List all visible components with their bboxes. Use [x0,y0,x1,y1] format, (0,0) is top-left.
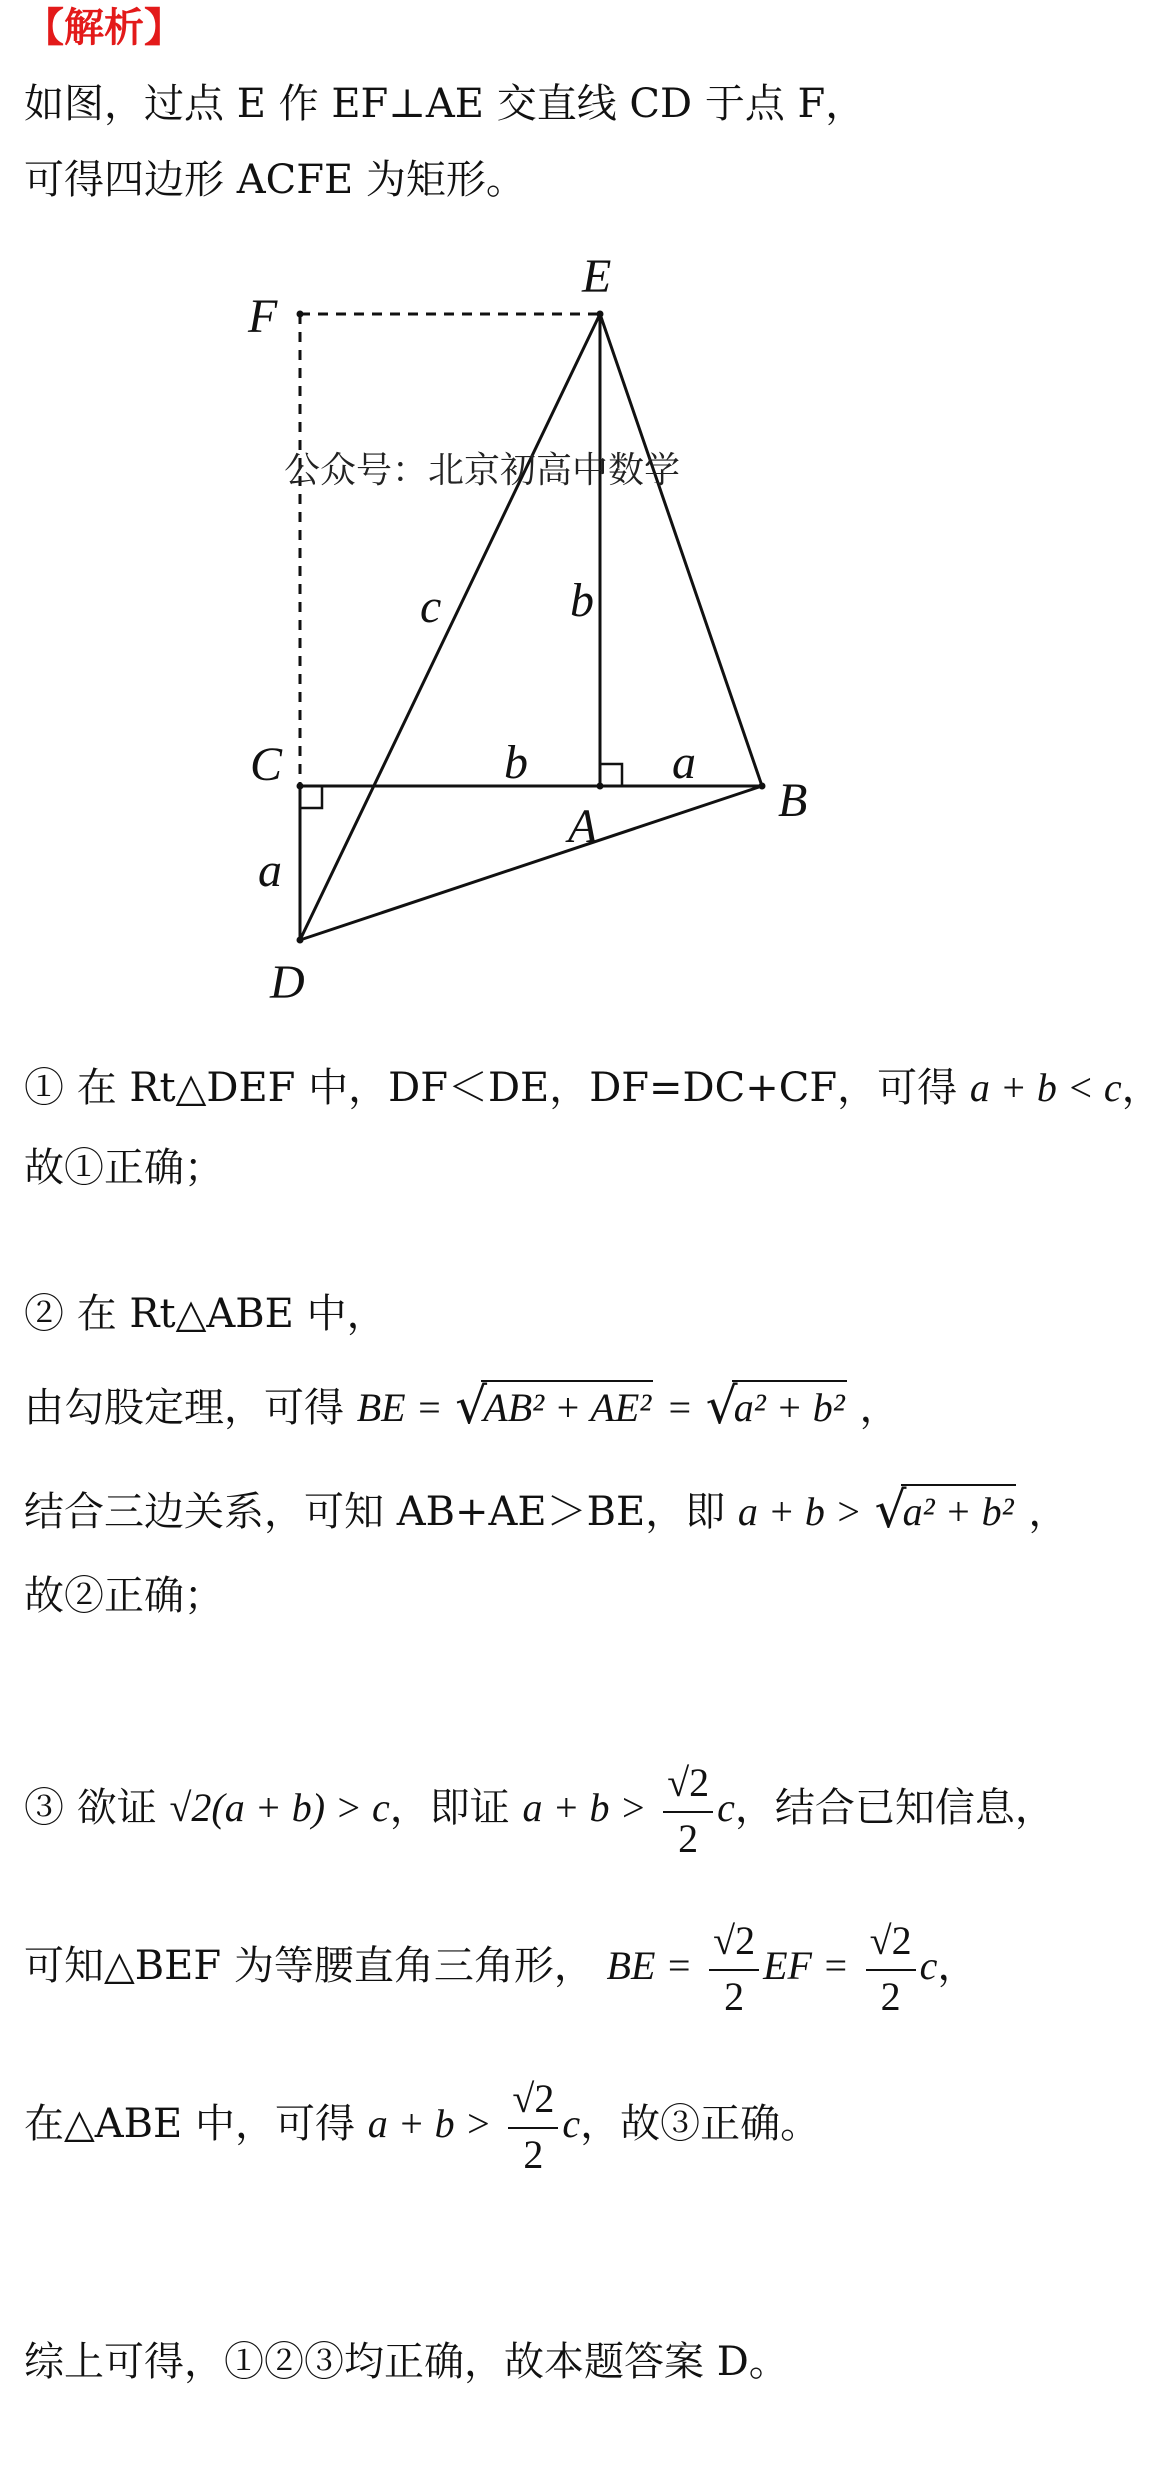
part3-line1-b: ，即证 [389,1785,510,1831]
frac-numerator: √2 [709,1915,759,1971]
label-c-side: c [420,580,442,633]
label-E: E [582,250,612,303]
part3-line3-a: 在△ABE 中，可得 [24,2101,355,2147]
point-B [759,783,766,790]
part2-line-2 [24,1377,900,1436]
label-a-horizontal: a [672,736,696,789]
frac-var-c: c [919,1943,938,1988]
part3-sqrt2-ineq: √2(a + b) > c [169,1785,390,1830]
part3-line1-a: ③ 欲证 [24,1785,157,1831]
part2-be-eq: BE = [356,1385,443,1430]
part1-inequality: a + b < c [969,1065,1122,1110]
label-a-vertical: a [258,844,282,897]
part3-line3-ineq: a + b > [367,2101,492,2146]
intro-line-1: 如图，过点 E 作 EF⊥AE 交直线 CD 于点 F， [24,81,866,127]
frac-root2-over-2 [663,1757,713,1865]
label-A: A [568,800,598,853]
part2-line3-text: 结合三边关系，可知 AB+AE＞BE，即 [24,1489,726,1535]
part3-line-3 [24,2064,820,2184]
segment-EB [600,314,762,786]
label-b-horizontal: b [504,736,528,789]
sqrt-a2-b2-second: √ a² + b² [874,1481,1014,1539]
frac-denominator: 2 [724,1974,745,2019]
part1-line-2: 故①正确； [24,1145,224,1191]
label-D: D [270,956,305,1009]
label-B: B [778,774,808,827]
sqrt-a2-b2-radicand: a² + b² [732,1380,847,1434]
frac-var-c: c [717,1785,735,1830]
frac-numerator: √2 [663,1757,713,1813]
sqrt-ab-ae-radicand: AB² + AE² [481,1380,653,1434]
part3-line-2 [24,1906,977,2026]
frac-denominator: 2 [880,1974,901,2019]
part3-line-1 [24,1748,1055,1868]
part3-ef-eq: EF = [763,1943,849,1988]
frac-root2-over-2-c [866,1915,916,2023]
part2-equals: = [666,1385,694,1430]
part3-line2-a: 可知△BEF 为等腰直角三角形， [24,1943,594,1989]
part2-line-4: 故②正确； [24,1573,224,1619]
segment-DB [300,786,762,940]
label-C: C [250,738,283,791]
part3-line1-ineq: a + b > [522,1785,647,1830]
sqrt-ab-ae: √ AB² + AE² [455,1377,652,1435]
intro-line-2: 可得四边形 ACFE 为矩形。 [24,157,526,203]
part1-comma: ， [1121,1065,1162,1111]
frac-denominator: 2 [678,1816,699,1861]
watermark-text: 公众号：北京初高中数学 [284,450,681,491]
part2-line2-text: 由勾股定理，可得 [24,1385,344,1431]
geometry-diagram [240,250,840,1030]
part2-line2-comma: ， [859,1385,900,1431]
frac-denominator: 2 [523,2132,544,2177]
part3-line2-comma: ， [937,1943,978,1989]
point-A [597,783,604,790]
part2-line3-ineq: a + b > [737,1489,862,1534]
analysis-tag-text: 【解析】 [24,4,184,51]
part3-line1-c: ，结合已知信息， [734,1785,1055,1831]
part2-line3-comma: ， [1028,1489,1069,1535]
part2-line-3 [24,1481,1069,1540]
part3-line3-end: ，故③正确。 [580,2101,821,2147]
frac-root2-over-2-b [709,1915,759,2023]
frac-numerator: √2 [866,1915,916,1971]
part2-line-1: ② 在 Rt△ABE 中， [24,1291,387,1337]
part3-be-eq: BE = [606,1943,693,1988]
right-angle-mark-C [300,786,322,808]
point-D [297,937,304,944]
analysis-tag [24,0,184,56]
label-F: F [248,290,278,343]
frac-numerator: √2 [508,2073,558,2129]
part1-line-1 [24,1060,1162,1116]
frac-var-c: c [562,2101,581,2146]
point-C [297,783,304,790]
segment-ED [300,314,600,940]
sqrt-a2-b2: √ a² + b² [705,1377,845,1435]
part1-text: ① 在 Rt△DEF 中，DF＜DE，DF=DC+CF，可得 [24,1065,958,1111]
point-E [597,311,604,318]
label-b-vertical: b [570,574,594,627]
right-angle-mark-A [600,764,622,786]
sqrt-a2-b2-second-radicand: a² + b² [901,1484,1016,1538]
point-F [297,311,304,318]
frac-root2-over-2-d [508,2073,558,2181]
conclusion-line: 综上可得，①②③均正确，故本题答案 D。 [24,2339,789,2385]
